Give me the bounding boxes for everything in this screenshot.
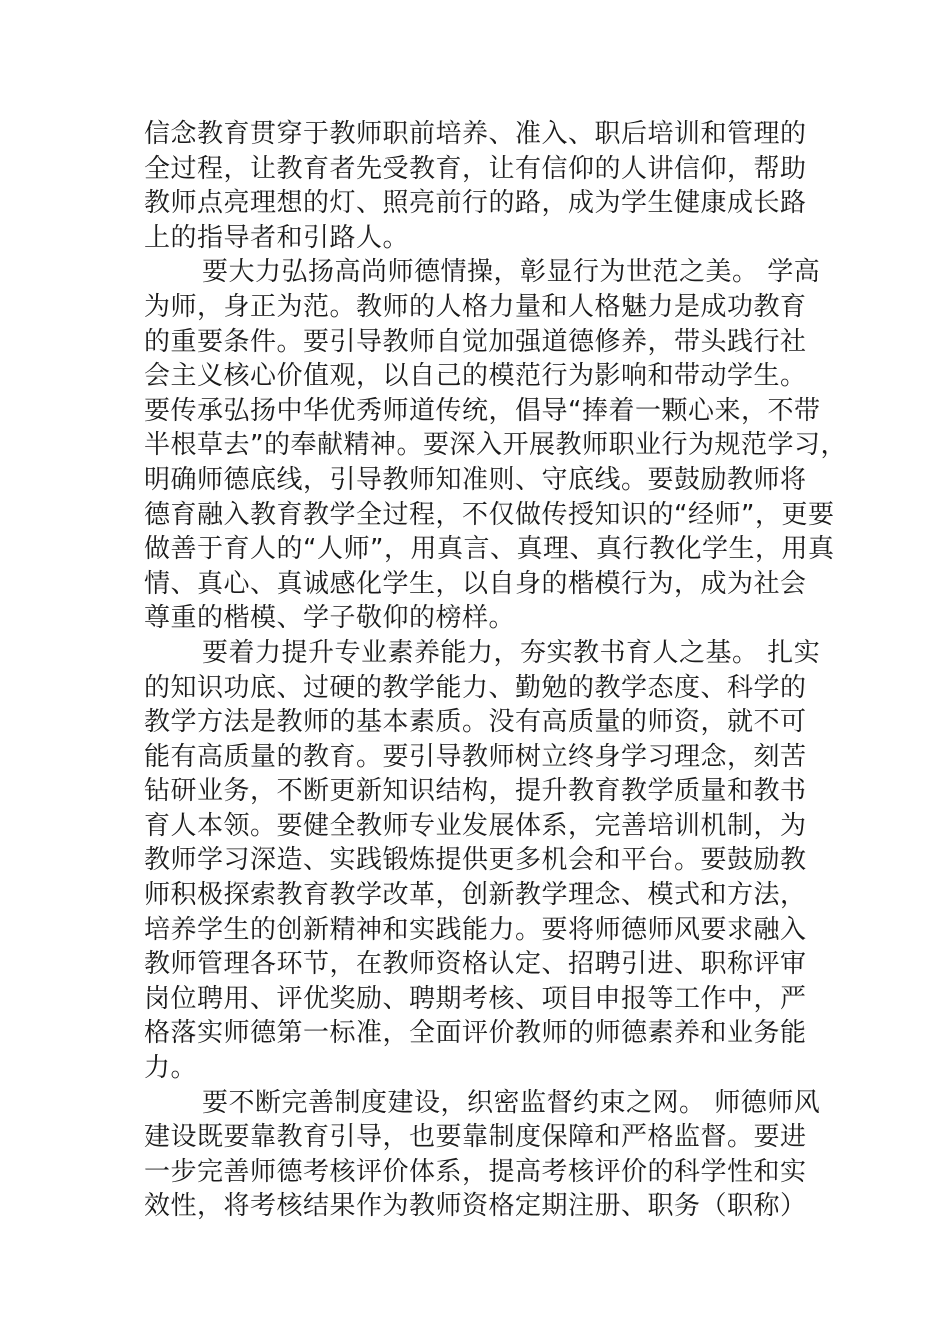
text-line: 效性，将考核结果作为教师资格定期注册、职务（职称） (144, 1191, 807, 1222)
text-line: 教学方法是教师的基本素质。没有高质量的师资，就不可 (144, 707, 807, 738)
text-line: 力。 (144, 1053, 198, 1084)
paragraph-heading-line: 要着力提升专业素养能力，夯实教书育人之基。 扎实 (202, 637, 821, 668)
text-line: 岗位聘用、评优奖励、聘期考核、项目申报等工作中，严 (144, 983, 807, 1014)
text-line: 做善于育人的“人师”，用真言、真理、真行教化学生，用真 (144, 534, 835, 565)
text-line: 教师点亮理想的灯、照亮前行的路，成为学生健康成长路 (144, 188, 807, 219)
text-line: 信念教育贯穿于教师职前培养、准入、职后培训和管理的 (144, 119, 807, 149)
document-body (144, 117, 847, 1224)
text-line: 会主义核心价值观，以自己的模范行为影响和带动学生。 (144, 361, 807, 392)
text-line: 情、真心、真诚感化学生，以自身的楷模行为，成为社会 (144, 568, 807, 599)
text-line: 教师管理各环节，在教师资格认定、招聘引进、职称评审 (144, 949, 807, 980)
text-line: 的知识功底、过硬的教学能力、勤勉的教学态度、科学的 (144, 672, 807, 703)
text-line: 尊重的楷模、学子敬仰的榜样。 (144, 603, 516, 634)
text-line: 培养学生的创新精神和实践能力。要将师德师风要求融入 (144, 914, 807, 945)
paragraph-heading-line: 要大力弘扬高尚师德情操，彰显行为世范之美。 学高 (202, 257, 821, 288)
text-line: 建设既要靠教育引导，也要靠制度保障和严格监督。要进 (144, 1122, 807, 1153)
text-line: 师积极探索教育教学改革，创新教学理念、模式和方法， (144, 880, 807, 911)
text-line: 上的指导者和引路人。 (144, 222, 410, 253)
text-line: 半根草去”的奉献精神。要深入开展教师职业行为规范学习， (144, 430, 847, 461)
text-line: 一步完善师德考核评价体系，提高考核评价的科学性和实 (144, 1156, 807, 1187)
text-line: 明确师德底线，引导教师知准则、守底线。要鼓励教师将 (144, 464, 807, 495)
text-line: 格落实师德第一标准，全面评价教师的师德素养和业务能 (144, 1018, 807, 1049)
text-line: 钻研业务，不断更新知识结构，提升教育教学质量和教书 (144, 776, 807, 807)
text-line: 全过程，让教育者先受教育，让有信仰的人讲信仰，帮助 (144, 153, 807, 184)
text-line: 能有高质量的教育。要引导教师树立终身学习理念，刻苦 (144, 741, 807, 772)
text-line: 要传承弘扬中华优秀师道传统，倡导“捧着一颗心来，不带 (144, 395, 821, 426)
text-line: 教师学习深造、实践锻炼提供更多机会和平台。要鼓励教 (144, 845, 807, 876)
paragraph-heading-line: 要不断完善制度建设，织密监督约束之网。 师德师风 (202, 1087, 821, 1118)
text-line: 为师，身正为范。教师的人格力量和人格魅力是成功教育 (144, 291, 807, 322)
text-line: 德育融入教育教学全过程，不仅做传授知识的“经师”，更要 (144, 499, 835, 530)
text-line: 的重要条件。要引导教师自觉加强道德修养，带头践行社 (144, 326, 807, 357)
text-line: 育人本领。要健全教师专业发展体系，完善培训机制，为 (144, 810, 807, 841)
